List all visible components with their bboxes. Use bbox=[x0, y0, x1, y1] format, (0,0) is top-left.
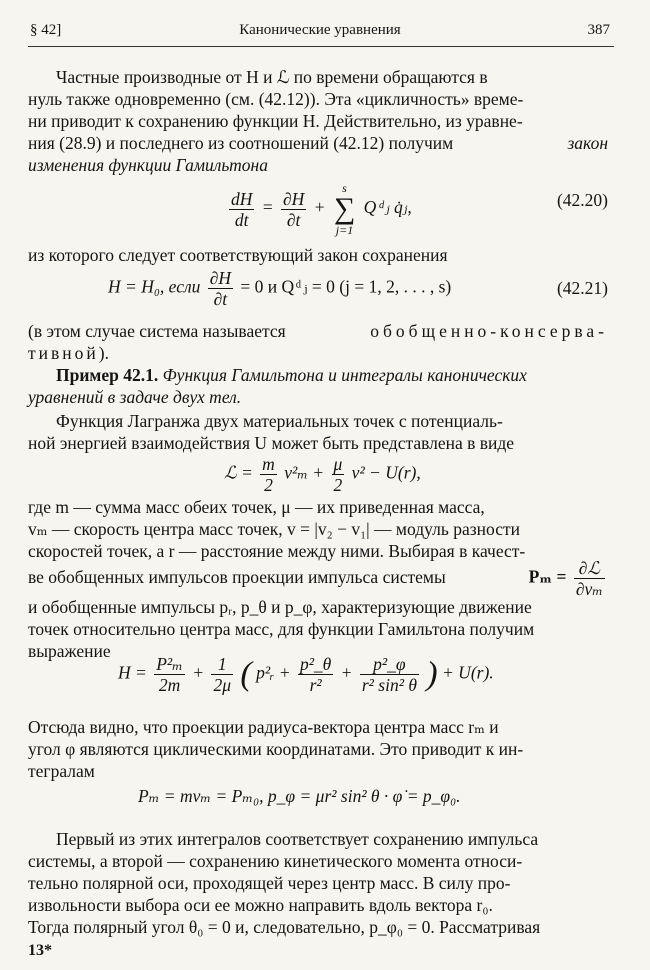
example-label: Пример 42.1. bbox=[56, 365, 159, 385]
page-number: 387 bbox=[587, 22, 610, 38]
numerator: ∂H bbox=[209, 268, 232, 288]
sum-upper-limit: s bbox=[342, 181, 347, 195]
paragraph-line: нуль также одновременно (см. (42.12)). Эта «цикличность» време- bbox=[28, 89, 524, 109]
paragraph-line bbox=[28, 320, 608, 343]
fraction bbox=[298, 654, 333, 695]
numerator: ∂H bbox=[282, 188, 305, 209]
line-text: ве обобщенных импульсов проекции импульса системы bbox=[28, 567, 446, 587]
sigma-symbol: ∑ bbox=[333, 192, 356, 225]
summation bbox=[334, 182, 355, 236]
paragraph-line: системы, а второй — сохранению кинетического момента относи- bbox=[28, 851, 523, 871]
line-text: ). bbox=[98, 343, 109, 363]
equation-part: v²ₘ + bbox=[284, 462, 325, 483]
denominator: 2μ bbox=[213, 675, 231, 695]
equation-part: Pₘ = bbox=[528, 566, 567, 587]
paragraph-line: из которого следует соответствующий закон сохранения bbox=[28, 245, 448, 265]
fraction bbox=[208, 268, 233, 309]
italic-term: изменения функции Гамильтона bbox=[28, 155, 268, 175]
paragraph-line: скоростей точек, а r — расстояние между ними. Выбирая в качест- bbox=[28, 541, 526, 561]
fraction bbox=[229, 189, 254, 230]
operator: + bbox=[340, 662, 353, 683]
equation-part: v² − U(r), bbox=[351, 462, 421, 483]
numerator: m bbox=[262, 454, 275, 474]
line-text: (в этом случае система называется bbox=[28, 321, 286, 341]
chapter-title: Канонические уравнения bbox=[239, 22, 401, 38]
sum-lower-limit: j=1 bbox=[335, 223, 354, 237]
paragraph-line: и обобщенные импульсы pᵣ, p_θ и p_φ, характеризующие движение bbox=[28, 597, 532, 617]
paragraph-line: Отсюда видно, что проекции радиуса-вектора центра масс rₘ и bbox=[28, 717, 499, 737]
numerator: μ bbox=[333, 454, 343, 474]
denominator: 2m bbox=[158, 675, 181, 695]
denominator: dt bbox=[234, 209, 249, 230]
section-ref: § 42] bbox=[30, 22, 62, 38]
equation-42-20 bbox=[28, 176, 608, 250]
equation-part: = 0 и Q ͩ ⱼ = 0 (j = 1, 2, . . . , s) bbox=[240, 276, 452, 297]
header-rule bbox=[28, 46, 614, 47]
paragraph-line: Тогда полярный угол θ₀ = 0 и, следовательно, p_φ₀ = 0. Рассматривая bbox=[28, 917, 541, 937]
numerator: p²_θ bbox=[299, 654, 332, 674]
paragraph-line: выражение bbox=[28, 641, 111, 661]
fraction bbox=[332, 454, 345, 495]
italic-term: закон bbox=[567, 133, 608, 153]
paragraph-line: точек относительно центра масс, для функции Гамильтона получим bbox=[28, 619, 535, 639]
signature-mark: 13* bbox=[28, 942, 52, 959]
numerator: p²_φ bbox=[360, 654, 419, 675]
paragraph-line: извольности выбора оси ее можно направить вдоль вектора r₀. bbox=[28, 895, 493, 915]
equation-part: + U(r). bbox=[442, 662, 494, 683]
paragraph-line: ни приводит к сохранению функции H. Действительно, из уравне- bbox=[28, 111, 523, 131]
paragraph-line: тельно полярной оси, проходящей через центр масс. В силу про- bbox=[28, 873, 511, 893]
equation-number: (42.21) bbox=[556, 278, 608, 298]
left-paren: ( bbox=[240, 655, 252, 693]
right-paren: ) bbox=[426, 655, 438, 693]
denominator: r² bbox=[309, 675, 322, 695]
example-caption: Функция Гамильтона и интегралы канонических bbox=[162, 365, 527, 385]
denominator: ∂t bbox=[286, 209, 301, 230]
example-title bbox=[28, 364, 608, 387]
denominator: ∂t bbox=[213, 289, 228, 309]
operator: + bbox=[192, 662, 205, 683]
numerator: 1 bbox=[211, 654, 233, 675]
equation-42-21 bbox=[28, 268, 608, 316]
fraction bbox=[281, 189, 306, 230]
example-caption: уравнений в задаче двух тел. bbox=[28, 387, 242, 407]
equation-part: H = bbox=[118, 662, 147, 683]
denominator: 2 bbox=[333, 475, 343, 495]
numerator: P²ₘ bbox=[156, 654, 183, 674]
equation-part: p²ᵣ + bbox=[256, 662, 291, 683]
summand: Q ͩ ⱼ q̇ⱼ, bbox=[363, 197, 412, 218]
line-text: ния (28.9) и последнего из соотношений (42.12) получим bbox=[28, 133, 454, 153]
operator: = bbox=[261, 197, 274, 218]
paragraph-line bbox=[28, 132, 608, 155]
paragraph-line: vₘ — скорость центра масс точек, v = |v₂ − v₁| — модуль разности bbox=[28, 519, 520, 539]
fraction bbox=[574, 558, 605, 599]
fraction bbox=[154, 654, 185, 695]
equation-number: (42.20) bbox=[556, 190, 608, 210]
running-header bbox=[30, 18, 610, 42]
denominator: 2 bbox=[264, 475, 273, 495]
operator: + bbox=[313, 197, 326, 218]
fraction bbox=[260, 454, 277, 495]
paragraph-line: тегралам bbox=[28, 761, 95, 781]
hamiltonian-equation bbox=[28, 654, 608, 710]
spaced-term: тивной bbox=[28, 343, 99, 363]
paragraph-line bbox=[28, 558, 608, 599]
fraction bbox=[360, 654, 419, 695]
denominator: ∂vₘ bbox=[575, 579, 603, 599]
paragraph-line: Первый из этих интегралов соответствует сохранению импульса bbox=[56, 829, 539, 849]
integrals-equation bbox=[28, 786, 608, 816]
paragraph-line: угол φ являются циклическими координатами. Это приводит к ин- bbox=[28, 739, 524, 759]
denominator: r² sin² θ bbox=[361, 675, 417, 695]
equation-part: ℒ = bbox=[224, 462, 253, 483]
fraction bbox=[211, 654, 233, 695]
momentum-definition bbox=[529, 558, 608, 599]
lagrangian-equation bbox=[28, 454, 608, 500]
paragraph-line: Функция Лагранжа двух материальных точек с потенциаль- bbox=[56, 411, 503, 431]
paragraph-line: ной энергией взаимодействия U может быть представлена в виде bbox=[28, 433, 515, 453]
numerator: dH bbox=[231, 188, 253, 209]
equation-part: H = H₀, если bbox=[108, 276, 201, 297]
spaced-term: обобщенно-консерва- bbox=[370, 321, 608, 341]
paragraph-line bbox=[28, 342, 608, 365]
numerator: ∂ℒ bbox=[574, 558, 605, 579]
equation-part: Pₘ = mvₘ = Pₘ₀, p_φ = μr² sin² θ · φ̇ = p_φ₀. bbox=[138, 786, 461, 806]
paragraph-line: Частные производные от H и ℒ по времени обращаются в bbox=[56, 67, 488, 87]
paragraph-line: где m — сумма масс обеих точек, μ — их приведенная масса, bbox=[28, 497, 485, 517]
